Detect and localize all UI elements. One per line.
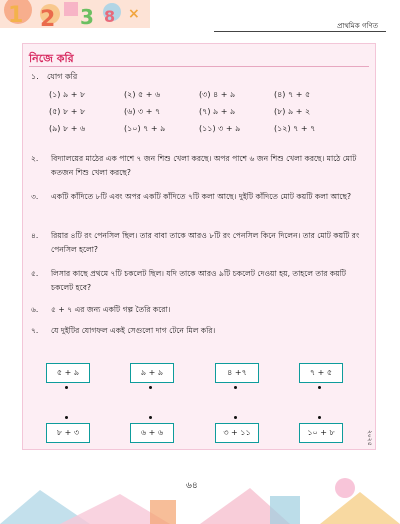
svg-text:2: 2 — [40, 7, 56, 32]
match-dot[interactable] — [149, 416, 152, 419]
sum-row — [49, 106, 349, 123]
question-1 — [31, 71, 77, 84]
section-title: নিজে করি — [29, 52, 74, 65]
sum-item: (৭) ৯ + ৯ — [199, 107, 236, 116]
sum-item: (৯) ৮ + ৬ — [49, 124, 86, 133]
question-5 — [31, 267, 361, 294]
sum-item: (২) ৫ + ৬ — [124, 90, 161, 99]
svg-text:8: 8 — [104, 7, 116, 26]
svg-text:3: 3 — [80, 5, 94, 29]
match-dot[interactable] — [234, 416, 237, 419]
question-6 — [31, 303, 361, 317]
question-number: ২. — [31, 154, 39, 163]
match-box-bottom[interactable]: ৩ + ১১ — [215, 423, 259, 443]
sum-item: (১০) ৭ + ৯ — [124, 124, 166, 133]
sum-item: (৪) ৭ + ৫ — [274, 90, 311, 99]
sum-item: (৮) ৯ + ২ — [274, 107, 311, 116]
match-dot[interactable] — [318, 416, 321, 419]
match-box-bottom[interactable]: ১০ + ৮ — [299, 423, 343, 443]
sum-row — [49, 123, 349, 140]
question-number: ৫. — [31, 269, 39, 278]
match-dot[interactable] — [318, 386, 321, 389]
match-box-bottom[interactable]: ৮ + ৩ — [46, 423, 90, 443]
header-title: প্রাথমিক গণিত — [337, 22, 378, 30]
question-text: একটি কাঁদিতে ৮টি এবং অপর একটি কাঁদিতে ৭টি কলা আছে। দুইটি কাঁদিতে মোট কয়টি কলা আছে? — [51, 192, 352, 201]
question-2 — [31, 152, 361, 179]
side-code: ২০২৫ — [366, 430, 373, 446]
sum-grid — [49, 89, 349, 140]
sum-item: (৩) ৪ + ৯ — [199, 90, 236, 99]
question-text: বিদ্যালয়ের মাঠের এক পাশে ৭ জন শিশু খেলা করছে। অপর পাশে ৬ জন শিশু খেলা করছে। মাঠে মোট কতজন শিশু খেলা করছে? — [51, 154, 357, 177]
question-text: যোগ করি — [47, 72, 78, 81]
sum-row — [49, 89, 349, 106]
question-7 — [31, 324, 361, 338]
question-number: ৭. — [31, 326, 39, 335]
section-title-rule — [29, 66, 369, 67]
match-box-top[interactable]: ৪ +৭ — [215, 363, 259, 383]
match-box-top[interactable]: ৫ + ৯ — [46, 363, 90, 383]
question-number: ১. — [31, 72, 39, 81]
match-box-bottom[interactable]: ৬ + ৬ — [130, 423, 174, 443]
question-number: ৩. — [31, 192, 39, 201]
sum-item: (১২) ৭ + ৭ — [274, 124, 316, 133]
match-dot[interactable] — [149, 386, 152, 389]
sum-item: (৫) ৮ + ৮ — [49, 107, 86, 116]
question-text: লিসার কাছে প্রথমে ৭টি চকলেট ছিল। যদি তাকে আরও ৯টি চকলেট দেওয়া হয়, তাহলে তার কয়টি চকলেট হবে? — [51, 269, 347, 292]
svg-text:1: 1 — [8, 3, 24, 28]
question-number: ৬. — [31, 305, 39, 314]
svg-text:×: × — [128, 6, 140, 22]
match-box-top[interactable]: ৭ + ৫ — [299, 363, 343, 383]
question-3 — [31, 190, 361, 204]
match-dot[interactable] — [65, 386, 68, 389]
sum-item: (১১) ৩ + ৯ — [199, 124, 241, 133]
match-dot[interactable] — [65, 416, 68, 419]
question-number: ৪. — [31, 231, 39, 240]
page-number: ৬৪ — [186, 481, 198, 491]
match-dot[interactable] — [234, 386, 237, 389]
question-4 — [31, 229, 361, 256]
question-text: যে দুইটির যোগফল একই সেগুলো দাগ টেনে মিল করি। — [51, 326, 216, 335]
sum-item: (৬) ৩ + ৭ — [124, 107, 161, 116]
header-rule — [214, 31, 386, 32]
match-box-top[interactable]: ৯ + ৯ — [130, 363, 174, 383]
bottom-decoration — [0, 470, 400, 524]
question-text: রিয়ার ৪টি রং পেনসিল ছিল। তার বাবা তাকে আরও ৮টি রং পেনসিল কিনে দিলেন। তার মোট কয়টি রং পেনসিল হলো? — [51, 231, 360, 254]
exercise-panel — [22, 43, 376, 450]
question-text: ৫ + ৭ এর জন্য একটি গল্প তৈরি করো। — [51, 305, 171, 314]
sum-item: (১) ৯ + ৮ — [49, 90, 86, 99]
